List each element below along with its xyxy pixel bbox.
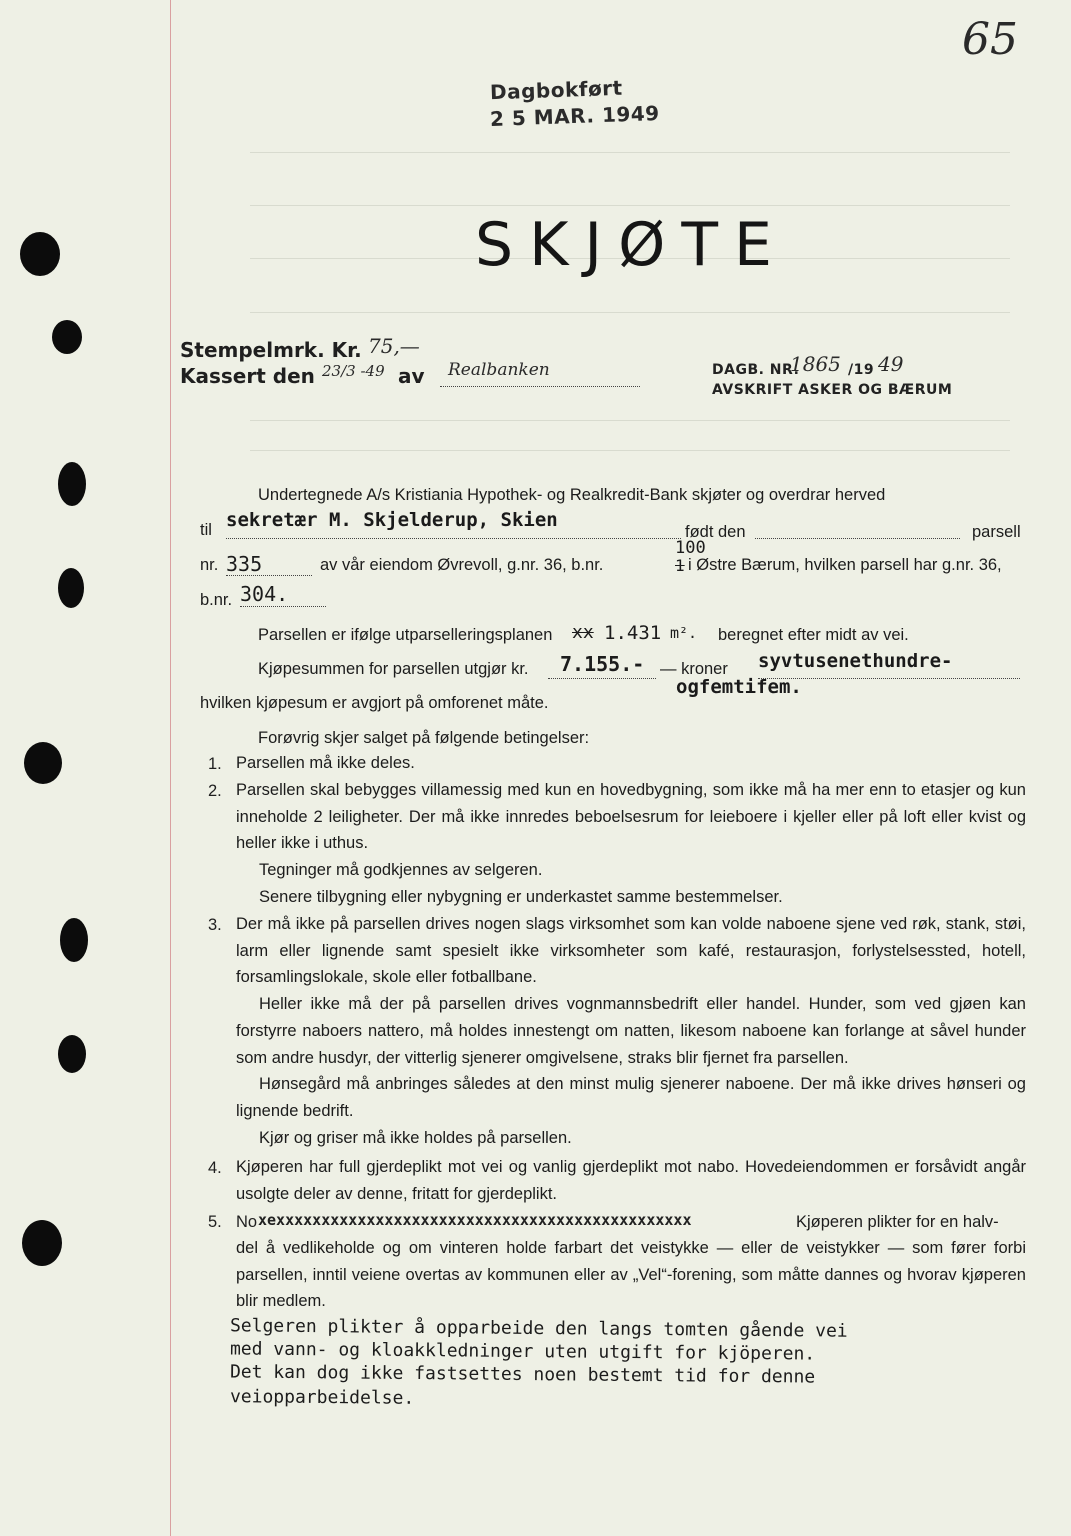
condition-paragraph: Kjøperen har full gjerdeplikt mot vei og vanlig gjerdeplikt mot nabo. Hovedeiendommen er forsåvidt angår usolgte deler av denne, fritatt for gjerdeplikt. (236, 1158, 1026, 1203)
kassert-by: Realbanken (448, 360, 550, 380)
parsell-nr: 335 (226, 552, 263, 576)
binder-hole (58, 1035, 86, 1073)
bnr-correction: 100 (675, 538, 706, 558)
margin-rule (170, 0, 171, 1536)
item-number: 5. (208, 1213, 222, 1231)
addendum-line: Selgeren plikter å opparbeide den langs tomten gående vei (229, 1315, 848, 1342)
kassert-dotline (440, 386, 640, 387)
kassert-av: av (398, 364, 425, 388)
condition-4 (236, 1154, 1026, 1207)
binder-hole (60, 918, 88, 962)
condition-paragraph: Heller ikke må der på parsellen drives vognmannsbedrift eller handel. Hunder, som ved gjøen kan forstyrre naboers nattero, må holdes innestengt om natten, likesom naboene kan forlange at såvel hunder som andre husdyr, der vitterlig sjenerer omgivelsene, straks blir fjernet fra parsellen. (236, 995, 1026, 1067)
intro-line: Undertegnede A/s Kristiania Hypothek- og Realkredit-Bank skjøter og overdrar herved (258, 486, 886, 504)
item-number: 3. (208, 916, 222, 934)
dagb-label: DAGB. NR. (712, 362, 800, 378)
bleed-through (250, 152, 1010, 153)
condition-5-line1-rest: Kjøperen plikter for en halv- (796, 1213, 999, 1231)
condition-1 (236, 750, 1026, 777)
bnr-old: 1 (675, 556, 685, 575)
bleed-through (250, 312, 1010, 313)
price-words-1: syvtusenethundre- (758, 650, 953, 672)
condition-2 (236, 777, 1026, 911)
condition-paragraph: Hønsegård må anbringes således at den minst mulig sjenerer naboene. Der må ikke drives hønseri og lignende bedrift. (236, 1075, 1026, 1120)
nr-dotline (226, 575, 312, 576)
bnr-label: b.nr. (200, 591, 233, 609)
dagb-number: 1865 (790, 352, 841, 376)
bnr-new: 304. (240, 582, 289, 606)
til-label: til (200, 521, 212, 539)
condition-paragraph: Parsellen må ikke deles. (236, 754, 415, 772)
fodt-label: født den (685, 523, 746, 541)
nr-label: nr. (200, 556, 219, 574)
bleed-through (250, 420, 1010, 421)
dagb-year-prefix: /19 (848, 362, 875, 378)
condition-5 (236, 1235, 1026, 1315)
area-value: 1.431 (604, 622, 662, 644)
item-number: 1. (208, 755, 222, 773)
document-title: SKJØTE (475, 210, 788, 280)
binder-hole (58, 462, 86, 506)
bnr-dotline (240, 606, 326, 607)
condition-paragraph: Der må ikke på parsellen drives nogen slags virksomhet som kan volde naboene sjene ved røk, stank, støi, larm eller lignende samt spesielt ikke virksomheter som kafé, restaurasjon, forlystelsessted, hotell, forsamlingslokale, skole eller fotballbane. (236, 915, 1026, 987)
dagb-year: 49 (878, 352, 904, 376)
buyer-name: sekretær M. Skjelderup, Skien (226, 509, 558, 531)
bleed-through (250, 205, 1010, 206)
kassert-date: 23/3 -49 (322, 362, 385, 380)
price-words-2: ogfemtifem. (676, 676, 802, 698)
area-text: Parsellen er ifølge utparselleringsplanen (258, 626, 553, 644)
addendum-line: veiopparbeidelse. (229, 1386, 415, 1409)
condition-paragraph: del å vedlikeholde og om vinteren holde farbart det veistykke — eller de veistykker — som fører forbi parsellen, inntil veiene overtas av kommunen eller av „Vel“-forening, som måtte dannes og hvorav kjøperen blir medlem. (236, 1239, 1026, 1311)
condition-paragraph: Kjør og griser må ikke holdes på parsellen. (259, 1128, 572, 1147)
bleed-through (250, 450, 1010, 451)
condition-paragraph: Senere tilbygning eller nybygning er underkastet samme bestemmelser. (259, 887, 783, 906)
condition-paragraph: Tegninger må godkjennes av selgeren. (259, 861, 543, 880)
journal-stamp-line1: Dagbokført (489, 75, 624, 105)
price-value: 7.155.- (560, 652, 645, 676)
addendum-line: med vann- og kloakkledninger uten utgift for kjöperen. (229, 1338, 816, 1365)
page-number: 65 (962, 14, 1018, 65)
item-number: 4. (208, 1159, 222, 1177)
parsell-label: parsell (972, 523, 1021, 541)
journal-stamp-date: 2 5 MAR. 1949 (489, 101, 661, 131)
stempel-label: Stempelmrk. Kr. (180, 338, 362, 362)
binder-hole (24, 742, 62, 784)
item-number: 2. (208, 782, 222, 800)
binder-hole (52, 320, 82, 354)
condition-5-prefix: No (236, 1213, 258, 1231)
condition-3 (236, 911, 1026, 1151)
binder-hole (20, 232, 60, 276)
area-rest: beregnet efter midt av vei. (718, 626, 909, 644)
stempel-amount: 75,— (368, 334, 420, 358)
conditions-intro: Forøvrig skjer salget på følgende betingelser: (258, 729, 590, 747)
eiendom-rest: i Østre Bærum, hvilken parsell har g.nr. 36, (688, 556, 1002, 574)
buyer-dotline (226, 538, 681, 539)
price-dotline (548, 678, 656, 679)
binder-hole (58, 568, 84, 608)
eiendom-text: av vår eiendom Øvrevoll, g.nr. 36, b.nr. (320, 556, 604, 574)
binder-hole (22, 1220, 62, 1266)
condition-5-overtyped: xexxxxxxxxxxxxxxxxxxxxxxxxxxxxxxxxxxxxxxxxxxxxxx (258, 1211, 692, 1229)
condition-paragraph: Parsellen skal bebygges villamessig med kun en hovedbygning, som ikke må ha mer enn to etasjer og kun inneholde 2 leiligheter. Der må ikke innredes beboelsesrum for leieboere i kjeller eller på loft eller kvist og heller ikke i uthus. (236, 781, 1026, 853)
dagb-office: AVSKRIFT ASKER OG BÆRUM (712, 382, 953, 398)
addendum-line: Det kan dog ikke fastsettes noen bestemt tid for denne (229, 1361, 816, 1388)
fodt-dotline (755, 538, 960, 539)
area-unit: m². (670, 624, 698, 642)
settled-text: hvilken kjøpesum er avgjort på omforenet måte. (200, 694, 549, 712)
kassert-label: Kassert den (180, 364, 315, 388)
price-text: Kjøpesummen for parsellen utgjør kr. (258, 660, 529, 678)
area-struck: xx (572, 622, 594, 643)
price-kroner: — kroner (660, 660, 728, 678)
